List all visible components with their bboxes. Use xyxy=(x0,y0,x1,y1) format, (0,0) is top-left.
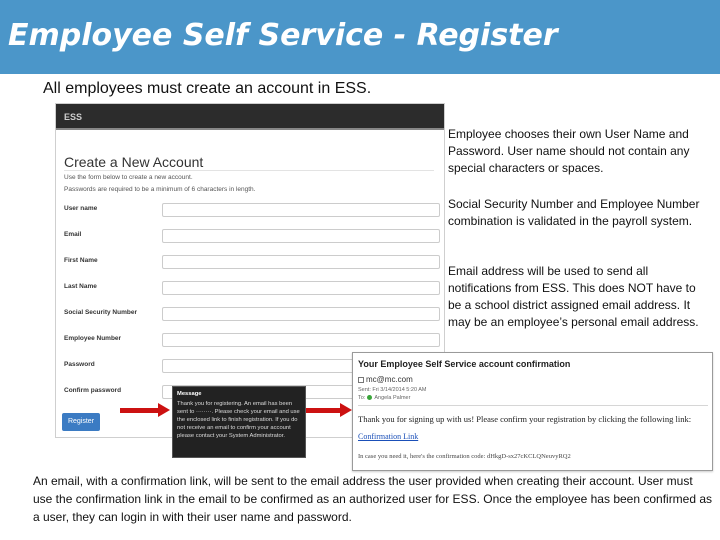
employee-number-input[interactable] xyxy=(162,333,440,347)
label-email: Email xyxy=(64,231,82,238)
email-from-address: mc@mc.com xyxy=(366,375,413,384)
footer-text: An email, with a confirmation link, will be sent to the email address the user provided when creating their account. User must use the confirmation link in the email to be confirmed as an authorized user for ESS. Once the employee has been confirmed as a user, they can login in with their user name and password. xyxy=(33,474,713,524)
user-name-input[interactable] xyxy=(162,203,440,217)
slide-title: Employee Self Service - Register xyxy=(8,18,558,53)
label-first-name: First Name xyxy=(64,257,98,264)
checkbox-icon[interactable] xyxy=(358,377,364,383)
email-subject: Your Employee Self Service account confirmation xyxy=(358,359,571,369)
ess-brand[interactable]: ESS xyxy=(64,112,83,122)
register-button[interactable]: Register xyxy=(62,413,100,431)
label-last-name: Last Name xyxy=(64,283,97,290)
message-title: Message xyxy=(177,391,202,397)
email-sent: Sent: Fri 3/14/2014 5:20 AM xyxy=(358,387,427,393)
note-username-password: Employee chooses their own User Name and Password. User name should not contain any special characters or spaces. xyxy=(448,127,690,175)
ess-instructions: Use the form below to create a new account. xyxy=(64,174,193,181)
label-employee-number: Employee Number xyxy=(64,335,122,342)
confirmation-link[interactable]: Confirmation Link xyxy=(358,432,419,441)
confirmation-email-screenshot xyxy=(352,352,713,471)
email-divider xyxy=(358,405,708,406)
confirmation-code: In case you need it, here's the confirmation code: dHkgD-sx27cKCLQNeuvyRQ2 xyxy=(358,453,571,460)
note-email-usage: Email address will be used to send all notifications from ESS. This does NOT have to be a school district assigned email address. It may be an employee’s personal email address. xyxy=(448,264,699,329)
message-body: Thank you for registering. An email has been sent to ········. Please check your email and use the enclosed link to finish registration. If you do not receive an email to confirm your account please contact your System Administrator. xyxy=(177,401,300,439)
email-to-label: To: xyxy=(358,395,366,401)
registration-message-popup xyxy=(172,386,306,458)
email-from xyxy=(358,375,413,384)
ssn-input[interactable] xyxy=(162,307,440,321)
ess-password-rule: Passwords are required to be a minimum of 6 characters in length. xyxy=(64,186,256,193)
email-recipient: Angela Palmer xyxy=(374,395,411,401)
slide-subtitle: All employees must create an account in ESS. xyxy=(43,80,372,97)
email-input[interactable] xyxy=(162,229,440,243)
email-body: Thank you for signing up with us! Please confirm your registration by clicking the following link: xyxy=(358,414,692,424)
arrow-right-icon xyxy=(120,405,170,415)
title-bar xyxy=(0,0,720,74)
first-name-input[interactable] xyxy=(162,255,440,269)
presence-icon xyxy=(367,395,372,400)
label-ssn: Social Security Number xyxy=(64,309,137,316)
ess-heading: Create a New Account xyxy=(64,154,204,170)
ess-navbar xyxy=(56,104,444,130)
last-name-input[interactable] xyxy=(162,281,440,295)
arrow-right-icon xyxy=(306,405,352,415)
label-confirm-password: Confirm password xyxy=(64,387,122,394)
email-to xyxy=(358,395,410,401)
note-ssn-validation: Social Security Number and Employee Number combination is validated in the payroll system. xyxy=(448,197,700,228)
label-user-name: User name xyxy=(64,205,98,212)
ess-divider xyxy=(64,170,434,171)
label-password: Password xyxy=(64,361,95,368)
